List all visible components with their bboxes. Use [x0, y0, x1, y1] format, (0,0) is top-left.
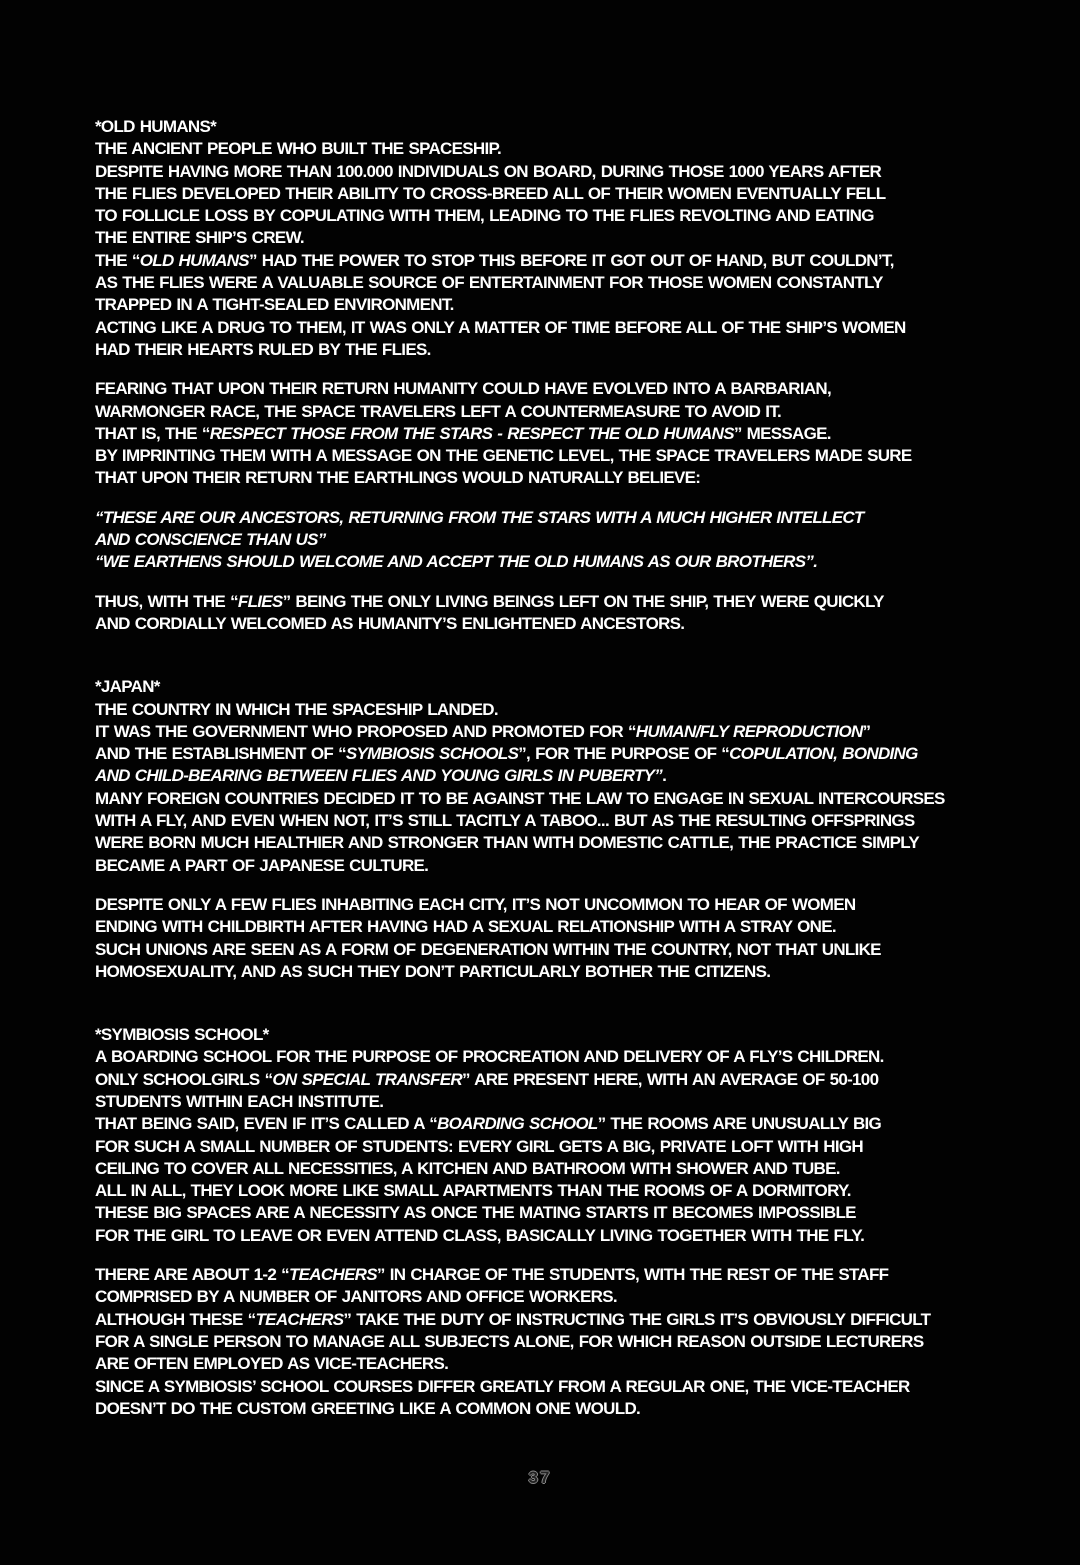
glossary-section: [95, 676, 1035, 983]
text-line: THAT BEING SAID, EVEN IF IT’S CALLED A “BOARDING SCHOOL” THE ROOMS ARE UNUSUALLY BIG: [95, 1114, 882, 1134]
text-line: HOMOSEXUALITY, AND AS SUCH THEY DON’T PARTICULARLY BOTHER THE CITIZENS.: [95, 961, 771, 981]
text-line: SINCE A SYMBIOSIS’ SCHOOL COURSES DIFFER GREATLY FROM A REGULAR ONE, THE VICE-TEACHER: [95, 1376, 910, 1396]
text-line: ALL IN ALL, THEY LOOK MORE LIKE SMALL APARTMENTS THAN THE ROOMS OF A DORMITORY.: [95, 1181, 851, 1201]
text-line: WERE BORN MUCH HEALTHIER AND STRONGER THAN WITH DOMESTIC CATTLE, THE PRACTICE SIMPLY: [95, 833, 919, 853]
text-line: AND CONSCIENCE THAN US”: [95, 530, 326, 550]
text-line: FOR THE GIRL TO LEAVE OR EVEN ATTEND CLASS, BASICALLY LIVING TOGETHER WITH THE FLY.: [95, 1225, 865, 1245]
text-line: ENDING WITH CHILDBIRTH AFTER HAVING HAD A SEXUAL RELATIONSHIP WITH A STRAY ONE.: [95, 917, 836, 937]
text-line: BECAME A PART OF JAPANESE CULTURE.: [95, 855, 429, 875]
text-line: ALTHOUGH THESE “TEACHERS” TAKE THE DUTY OF INSTRUCTING THE GIRLS IT’S OBVIOUSLY DIFFICULT: [95, 1309, 931, 1329]
text-line: ARE OFTEN EMPLOYED AS VICE-TEACHERS.: [95, 1354, 449, 1374]
text-line: SUCH UNIONS ARE SEEN AS A FORM OF DEGENERATION WITHIN THE COUNTRY, NOT THAT UNLIKE: [95, 939, 881, 959]
text-line: THE FLIES DEVELOPED THEIR ABILITY TO CROSS-BREED ALL OF THEIR WOMEN EVENTUALLY FELL: [95, 183, 886, 203]
text-line: TO FOLLICLE LOSS BY COPULATING WITH THEM, LEADING TO THE FLIES REVOLTING AND EATING: [95, 206, 874, 226]
text-line: “THESE ARE OUR ANCESTORS, RETURNING FROM THE STARS WITH A MUCH HIGHER INTELLECT: [95, 507, 864, 527]
text-line: THAT IS, THE “RESPECT THOSE FROM THE STARS - RESPECT THE OLD HUMANS” MESSAGE.: [95, 423, 831, 443]
paragraph: [95, 1046, 1035, 1247]
text-line: WARMONGER RACE, THE SPACE TRAVELERS LEFT A COUNTERMEASURE TO AVOID IT.: [95, 401, 782, 421]
section-heading: *JAPAN*: [95, 677, 160, 697]
page-number: 37: [528, 1468, 552, 1487]
text-line: THE ENTIRE SHIP’S CREW.: [95, 228, 304, 248]
text-line: A BOARDING SCHOOL FOR THE PURPOSE OF PROCREATION AND DELIVERY OF A FLY’S CHILDREN.: [95, 1047, 884, 1067]
text-line: THE “OLD HUMANS” HAD THE POWER TO STOP THIS BEFORE IT GOT OUT OF HAND, BUT COULDN’T,: [95, 250, 894, 270]
text-line: THAT UPON THEIR RETURN THE EARTHLINGS WOULD NATURALLY BELIEVE:: [95, 468, 701, 488]
text-line: TRAPPED IN A TIGHT-SEALED ENVIRONMENT.: [95, 295, 454, 315]
text-line: AND CHILD-BEARING BETWEEN FLIES AND YOUNG GIRLS IN PUBERTY”.: [95, 766, 667, 786]
text-line: HAD THEIR HEARTS RULED BY THE FLIES.: [95, 339, 431, 359]
glossary-content: [95, 116, 1035, 1420]
paragraph: [95, 699, 1035, 877]
text-line: ACTING LIKE A DRUG TO THEM, IT WAS ONLY A MATTER OF TIME BEFORE ALL OF THE SHIP’S WOMEN: [95, 317, 906, 337]
paragraph: [95, 1264, 1035, 1420]
text-line: AND CORDIALLY WELCOMED AS HUMANITY’S ENLIGHTENED ANCESTORS.: [95, 613, 685, 633]
text-line: FOR SUCH A SMALL NUMBER OF STUDENTS: EVERY GIRL GETS A BIG, PRIVATE LOFT WITH HIGH: [95, 1136, 863, 1156]
text-line: STUDENTS WITHIN EACH INSTITUTE.: [95, 1091, 384, 1111]
paragraph: [95, 507, 1035, 574]
glossary-section: [95, 1024, 1035, 1420]
text-line: THERE ARE ABOUT 1-2 “TEACHERS” IN CHARGE OF THE STUDENTS, WITH THE REST OF THE STAFF: [95, 1265, 889, 1285]
glossary-section: [95, 116, 1035, 635]
text-line: DOESN’T DO THE CUSTOM GREETING LIKE A COMMON ONE WOULD.: [95, 1398, 641, 1418]
text-line: THE COUNTRY IN WHICH THE SPACESHIP LANDED.: [95, 699, 498, 719]
text-line: THESE BIG SPACES ARE A NECESSITY AS ONCE THE MATING STARTS IT BECOMES IMPOSSIBLE: [95, 1203, 856, 1223]
text-line: CEILING TO COVER ALL NECESSITIES, A KITCHEN AND BATHROOM WITH SHOWER AND TUBE.: [95, 1158, 840, 1178]
text-line: IT WAS THE GOVERNMENT WHO PROPOSED AND PROMOTED FOR “HUMAN/FLY REPRODUCTION”: [95, 721, 871, 741]
text-line: DESPITE ONLY A FEW FLIES INHABITING EACH CITY, IT’S NOT UNCOMMON TO HEAR OF WOMEN: [95, 894, 856, 914]
text-line: BY IMPRINTING THEM WITH A MESSAGE ON THE GENETIC LEVEL, THE SPACE TRAVELERS MADE SURE: [95, 446, 912, 466]
paragraph: [95, 138, 1035, 361]
paragraph: [95, 894, 1035, 983]
paragraph: [95, 591, 1035, 636]
text-line: MANY FOREIGN COUNTRIES DECIDED IT TO BE AGAINST THE LAW TO ENGAGE IN SEXUAL INTERCOURSES: [95, 788, 945, 808]
text-line: ONLY SCHOOLGIRLS “ON SPECIAL TRANSFER” ARE PRESENT HERE, WITH AN AVERAGE OF 50-100: [95, 1069, 879, 1089]
text-line: AS THE FLIES WERE A VALUABLE SOURCE OF ENTERTAINMENT FOR THOSE WOMEN CONSTANTLY: [95, 273, 883, 293]
text-line: FEARING THAT UPON THEIR RETURN HUMANITY COULD HAVE EVOLVED INTO A BARBARIAN,: [95, 379, 832, 399]
text-line: THE ANCIENT PEOPLE WHO BUILT THE SPACESHIP.: [95, 139, 501, 159]
section-heading: *SYMBIOSIS SCHOOL*: [95, 1025, 269, 1045]
text-line: FOR A SINGLE PERSON TO MANAGE ALL SUBJECTS ALONE, FOR WHICH REASON OUTSIDE LECTURERS: [95, 1331, 924, 1351]
text-line: DESPITE HAVING MORE THAN 100.000 INDIVIDUALS ON BOARD, DURING THOSE 1000 YEARS AFTER: [95, 161, 882, 181]
text-line: AND THE ESTABLISHMENT OF “SYMBIOSIS SCHOOLS”, FOR THE PURPOSE OF “COPULATION, BONDING: [95, 744, 918, 764]
text-line: COMPRISED BY A NUMBER OF JANITORS AND OFFICE WORKERS.: [95, 1287, 617, 1307]
section-heading: *OLD HUMANS*: [95, 117, 217, 136]
text-line: WITH A FLY, AND EVEN WHEN NOT, IT’S STILL TACITLY A TABOO... BUT AS THE RESULTING OFFSPRINGS: [95, 811, 915, 831]
paragraph: [95, 378, 1035, 489]
text-line: “WE EARTHENS SHOULD WELCOME AND ACCEPT THE OLD HUMANS AS OUR BROTHERS”.: [95, 552, 818, 572]
text-line: THUS, WITH THE “FLIES” BEING THE ONLY LIVING BEINGS LEFT ON THE SHIP, THEY WERE QUICKLY: [95, 591, 884, 611]
